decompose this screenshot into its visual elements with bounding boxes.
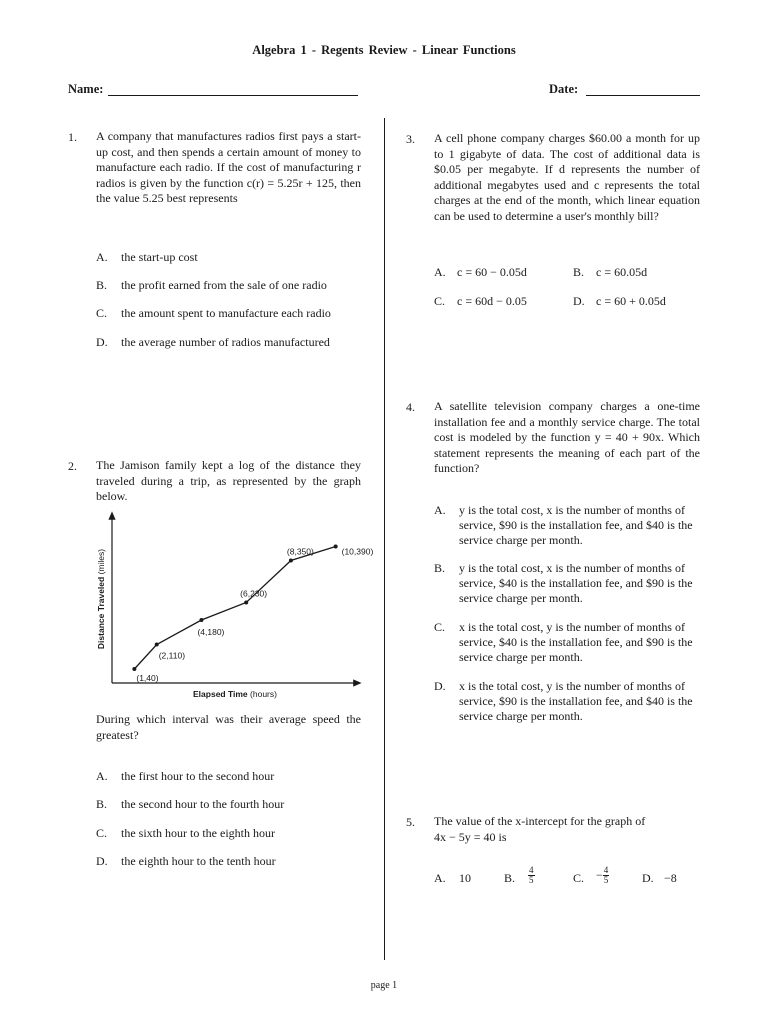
chart-point-label: (2,110): [158, 650, 186, 661]
chart-y-axis-label: Distance Traveled (miles): [96, 548, 106, 650]
q1-option-d-text[interactable]: the average number of radios manufactured: [121, 335, 330, 349]
worksheet-title: Algebra 1 - Regents Review - Linear Functions: [252, 43, 516, 57]
q5-option-a-label[interactable]: A.: [434, 871, 446, 885]
q3-option-a-text[interactable]: c = 60 − 0.05d: [457, 265, 527, 279]
chart-point-label: (6,230): [240, 588, 268, 599]
q2-option-a-label[interactable]: A.: [96, 769, 108, 783]
q5-number: 5.: [406, 815, 415, 829]
chart-data-point: [244, 601, 248, 605]
q4-option-c-text[interactable]: x is the total cost, y is the number of months of service, $40 is the installation fee, and $90 is the service charge per month.: [459, 620, 693, 664]
q4-number: 4.: [406, 400, 415, 414]
chart-point-label: (1,40): [136, 673, 159, 683]
q1-option-b-label[interactable]: B.: [96, 278, 108, 292]
chart-point-label: (4,180): [197, 627, 225, 637]
q4-option-c-label[interactable]: C.: [434, 620, 446, 634]
chart-data-point: [334, 545, 338, 549]
name-field-line[interactable]: [108, 95, 358, 96]
distance-time-chart: [90, 505, 374, 705]
q2-followup: During which interval was their average speed the greatest?: [96, 712, 361, 742]
q2-option-d-text[interactable]: the eighth hour to the tenth hour: [121, 854, 276, 868]
chart-data-point: [132, 667, 136, 671]
q5-c-denominator: 5: [603, 875, 609, 885]
q5-c-numerator: 4: [603, 865, 609, 875]
q3-option-b-label[interactable]: B.: [573, 265, 585, 279]
date-field-line[interactable]: [586, 95, 700, 96]
q5-option-b-label[interactable]: B.: [504, 871, 516, 885]
q5-b-denominator: 5: [529, 875, 534, 885]
column-divider: [384, 118, 385, 960]
q3-number: 3.: [406, 132, 415, 146]
q2-option-b-label[interactable]: B.: [96, 797, 108, 811]
chart-data-point: [289, 559, 293, 563]
chart-point-label: (8,350): [286, 546, 314, 557]
q4-text: A satellite television company charges a one-time installation fee and a monthly service charge. The total cost is modeled by the function y = 40 + 90x. Which statement represents the meaning of each part of the function?: [434, 399, 700, 476]
chart-x-axis-label: Elapsed Time (hours): [193, 689, 277, 699]
q2-option-c-text[interactable]: the sixth hour to the eighth hour: [121, 826, 275, 840]
q5-text-line2: 4x − 5y = 40 is: [434, 830, 507, 844]
q5-b-numerator: 4: [529, 865, 534, 875]
q5-text-line1: The value of the x-intercept for the graph of: [434, 814, 646, 828]
q5-option-a-text[interactable]: 10: [459, 871, 471, 885]
q1-option-a-label[interactable]: A.: [96, 250, 108, 264]
q1-option-c-text[interactable]: the amount spent to manufacture each radio: [121, 306, 331, 320]
name-label: Name:: [68, 82, 104, 96]
q3-option-b-text[interactable]: c = 60.05d: [596, 265, 648, 279]
q2-option-c-label[interactable]: C.: [96, 826, 108, 840]
chart-data-point: [199, 618, 203, 622]
q1-number: 1.: [68, 130, 77, 144]
q3-text: A cell phone company charges $60.00 a month for up to 1 gigabyte of data. The cost of additional data is $0.05 per megabyte. If d represents the number of additional megabytes used and c represents the total charges at the end of the month, which linear equation can be used to determine a user's monthly bill?: [434, 131, 700, 223]
q2-option-d-label[interactable]: D.: [96, 854, 108, 868]
chart-point-label: (10,390): [341, 546, 374, 557]
q4-option-a-text[interactable]: y is the total cost, x is the number of months of service, $90 is the installation fee, and $40 is the service charge per month.: [459, 503, 693, 547]
chart-data-point: [155, 643, 159, 647]
q5-c-sign: −: [596, 868, 603, 882]
q2-text: The Jamison family kept a log of the distance they traveled during a trip, as represented by the graph below.: [96, 458, 361, 504]
q4-option-d-text[interactable]: x is the total cost, y is the number of months of service, $90 is the installation fee, and $40 is the service charge per month.: [459, 679, 693, 723]
q3-option-d-text[interactable]: c = 60 + 0.05d: [596, 294, 666, 308]
q1-option-a-text[interactable]: the start-up cost: [121, 250, 198, 264]
q3-option-d-label[interactable]: D.: [573, 294, 585, 308]
q5-option-c-fraction[interactable]: [596, 866, 609, 885]
q4-option-d-label[interactable]: D.: [434, 679, 446, 693]
q4-option-b-text[interactable]: y is the total cost, x is the number of months of service, $40 is the installation fee, and $90 is the service charge per month.: [459, 561, 693, 605]
q2-option-a-text[interactable]: the first hour to the second hour: [121, 769, 275, 783]
q1-option-d-label[interactable]: D.: [96, 335, 108, 349]
page-number: page 1: [370, 980, 398, 991]
q5-option-d-text[interactable]: −8: [664, 871, 677, 885]
q5-option-b-fraction[interactable]: [528, 866, 535, 885]
q1-option-c-label[interactable]: C.: [96, 306, 108, 320]
q2-option-b-text[interactable]: the second hour to the fourth hour: [121, 797, 285, 811]
q3-option-a-label[interactable]: A.: [434, 265, 446, 279]
q5-option-d-label[interactable]: D.: [642, 871, 654, 885]
date-label: Date:: [549, 82, 579, 96]
q1-text: A company that manufactures radios first pays a start-up cost, and then spends a certain amount of money to manufacture each radio. If the cost of manufacturing r radios is given by the function c(r) = 5.25r + 125, then the value 5.25 best represents: [96, 129, 361, 206]
q4-option-a-label[interactable]: A.: [434, 503, 446, 517]
q3-option-c-text[interactable]: c = 60d − 0.05: [457, 294, 527, 308]
q4-option-b-label[interactable]: B.: [434, 561, 446, 575]
q5-option-c-label[interactable]: C.: [573, 871, 585, 885]
q2-number: 2.: [68, 459, 77, 473]
q1-option-b-text[interactable]: the profit earned from the sale of one radio: [121, 278, 327, 292]
q3-option-c-label[interactable]: C.: [434, 294, 446, 308]
